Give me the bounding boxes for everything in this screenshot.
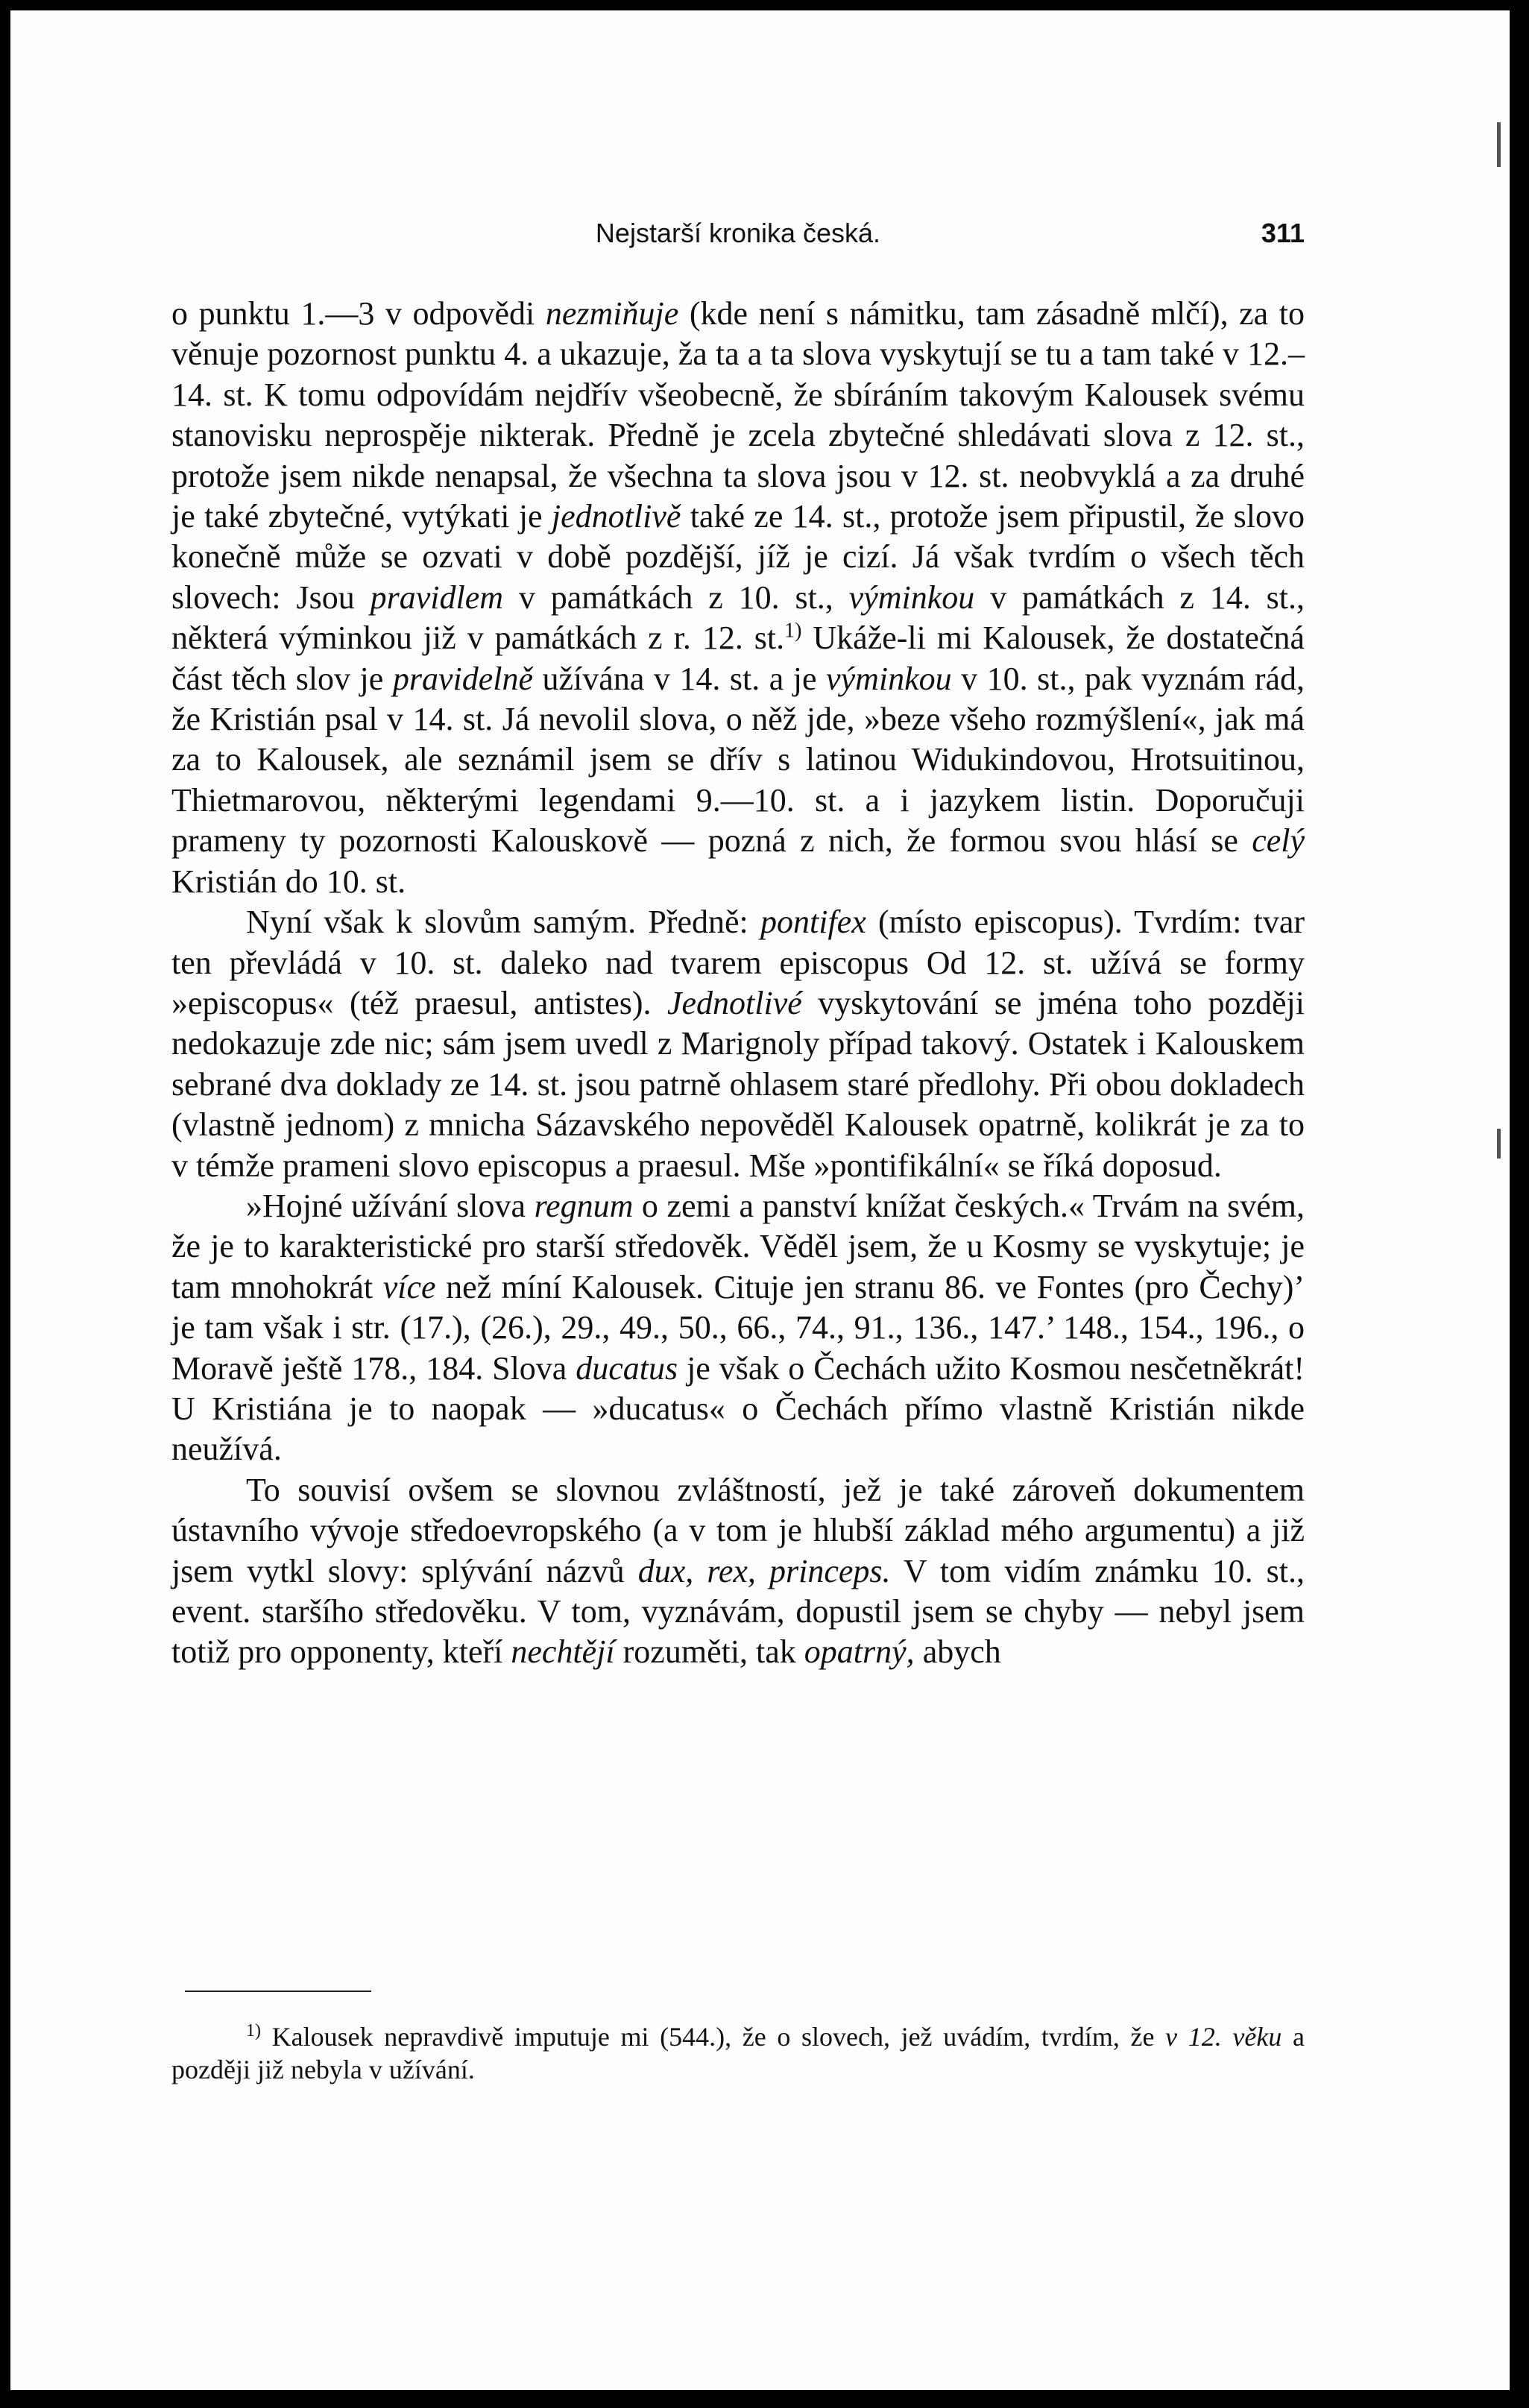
- text-run: abych: [922, 1633, 1001, 1671]
- emphasis: dux, rex, princeps.: [637, 1552, 891, 1589]
- emphasis: v 12. věku: [1165, 2022, 1282, 2052]
- text-run: v 10. st., pak vyznám rád, že Kristián psal v 14. st. Já nevolil slova, o něž jde, »beze všeho rozmýšlení«, jak má za to Kalousek, ale seznámil jsem se dřív s latinou Widukindovou, Hrotsuitinou, Thietmarovou, některými legendami 9.—10. st. a i jazykem listin. Doporučuji prameny ty pozornosti Kalouskově — pozná z nich, že formou svou hlásí se: [171, 660, 1305, 860]
- emphasis: výminkou: [826, 660, 952, 697]
- emphasis: jednotlivě: [551, 498, 681, 535]
- text-run: Ukáže-li mi Kalousek, že dostatečná část těch slov je: [171, 620, 1305, 697]
- footnote-mark: 1): [246, 2021, 261, 2040]
- text-run: o punktu 1.—3 v odpovědi: [171, 295, 535, 332]
- emphasis: opatrný,: [804, 1633, 915, 1671]
- text-run: Nyní však k slovům samým. Předně:: [246, 904, 748, 941]
- page-edge-mark: [1497, 1129, 1501, 1159]
- page-header: [171, 210, 1305, 264]
- text-run: užívána v 14. st. a je: [542, 660, 817, 697]
- page-edge-mark: [1497, 122, 1501, 167]
- emphasis: ducatus: [576, 1349, 678, 1387]
- text-run: Kristián do 10. st.: [171, 863, 406, 900]
- emphasis: celý: [1252, 822, 1305, 860]
- text-run: je však o Čechách užito Kosmou nesčetněkrát! U Kristiána je to naopak — »ducatus« o Čechách přímo vlastně Kristián nikde neužívá.: [171, 1349, 1305, 1468]
- paragraph-1: [171, 294, 1305, 902]
- paragraph-3: [171, 1186, 1305, 1470]
- emphasis: Jednotlivé: [666, 984, 802, 1021]
- text-run: v památkách z 14. st., některá výminkou již v památkách z r. 12. st.: [171, 579, 1305, 657]
- text-run: (místo episcopus). Tvrdím: tvar ten převládá v 10. st. daleko nad tvarem episcopus Od 12. st. užívá se formy »episcopus« (též praesul, antistes).: [171, 904, 1305, 1021]
- text-run: (kde není s námitku, tam zásadně mlčí), za to věnuje pozornost punktu 4. a ukazuje, ža ta a ta slova vyskytují se tu a tam také v 12.–14. st. K tomu odpovídám nejdřív všeobecně, že sbíráním takovým Kalousek svému stanovisku neprospěje nikterak. Předně je zcela zbytečné shledávati slova z 12. st., protože jsem nikde nenapsal, že všechna ta slova jsou v 12. st. neobvyklá a za druhé je také zbytečné, vytýkati je: [171, 295, 1305, 535]
- emphasis: nechtějí: [511, 1633, 615, 1671]
- emphasis: regnum: [534, 1187, 634, 1224]
- footnote: [171, 2020, 1305, 2086]
- text-run: Kalousek nepravdivě imputuje mi (544.), že o slovech, jež uvádím, tvrdím, že: [271, 2022, 1155, 2052]
- paragraph-2: [171, 902, 1305, 1186]
- emphasis: pravidlem: [370, 579, 504, 616]
- running-title: Nejstarší kronika česká.: [595, 218, 881, 248]
- emphasis: pontifex: [760, 904, 866, 941]
- emphasis: pravidelně: [392, 660, 534, 697]
- text-run: vyskytování se jména toho později nedokazuje zde nic; sám jsem uvedl z Marignoly případ takový. Ostatek i Kalouskem sebrané dva doklady ze 14. st. jsou patrně ohlasem staré předlohy. Při obou dokladech (vlastně jednom) z mnicha Sázavského nepověděl Kalousek opatrně, kolikrát je za to v témže prameni slovo episcopus a praesul. Mše »pontifikální« se říká doposud.: [171, 984, 1305, 1184]
- text-run: také ze 14. st., protože jsem připustil, že slovo konečně může se ozvati v době pozdější, jíž je cizí. Já však tvrdím o všech těch slovech: Jsou: [171, 498, 1305, 616]
- body-text: [171, 294, 1305, 1673]
- emphasis: nezmiňuje: [545, 295, 679, 332]
- emphasis: více: [382, 1268, 436, 1305]
- text-run: a později již nebyla v užívání.: [171, 2022, 1305, 2084]
- emphasis: výminkou: [848, 579, 975, 616]
- footnote-reference[interactable]: 1): [784, 619, 802, 643]
- paragraph-4: [171, 1470, 1305, 1673]
- text-run: než míní Kalousek. Cituje jen stranu 86. ve Fontes (pro Čechy)’ je tam však i str. (17.), (26.), 29., 49., 50., 66., 74., 91., 136., 147.’ 148., 154., 196., o Moravě ještě 178., 184. Slova: [171, 1268, 1305, 1387]
- text-run: »Hojné užívání slova: [246, 1187, 526, 1224]
- text-run: V tom vidím známku 10. st., event. staršího středověku. V tom, vyznávám, dopustil jsem se chyby — nebyl jsem totiž pro opponenty, kteří: [171, 1552, 1305, 1671]
- text-run: To souvisí ovšem se slovnou zvláštností, jež je také zároveň dokumentem ústavního vývoje středoevropského (a v tom je hlubší základ mého argumentu) a již jsem vytkl slovy: splývání názvů: [171, 1471, 1305, 1589]
- footnote-divider: [185, 1991, 371, 1992]
- text-run: rozuměti, tak: [622, 1633, 796, 1671]
- text-run: v památkách z 10. st.,: [518, 579, 833, 616]
- text-run: o zemi a panství knížat českých.« Trvám na svém, že je to karakteristické pro starší středověk. Věděl jsem, že u Kosmy se vyskytuje; je tam mnohokrát: [171, 1187, 1305, 1305]
- page-number: 311: [1261, 218, 1305, 248]
